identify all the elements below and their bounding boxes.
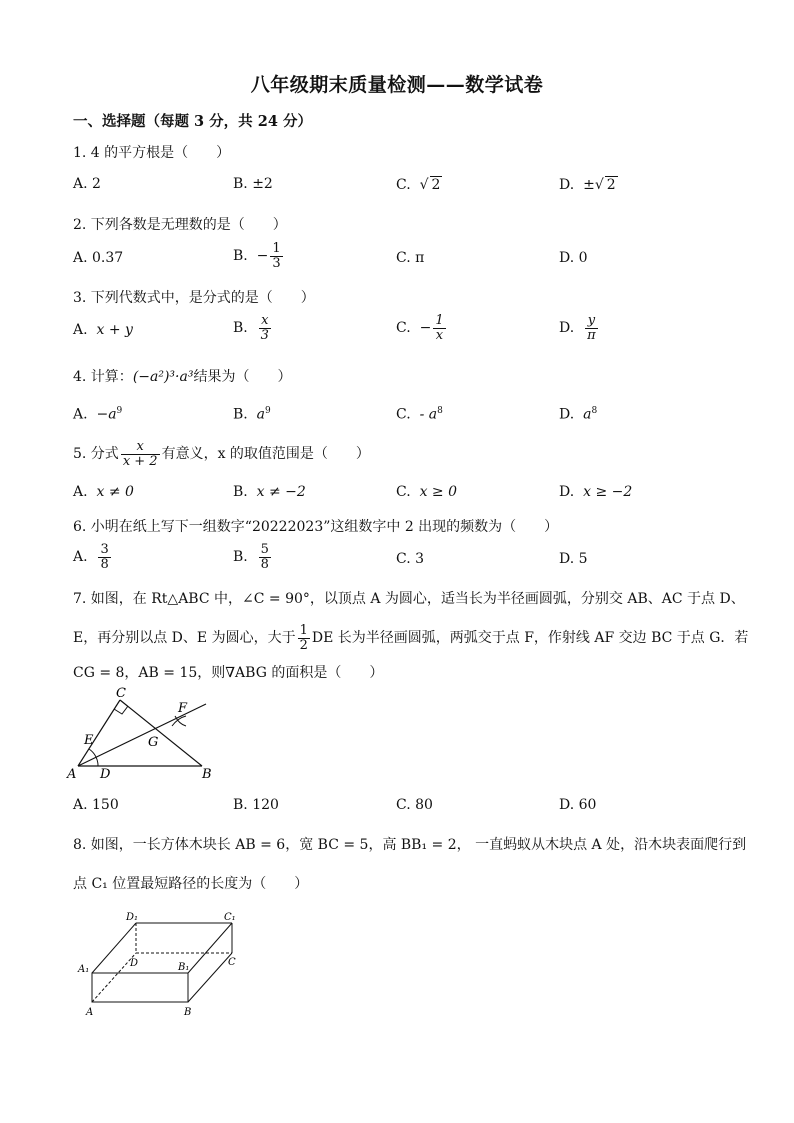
q4-option-a-exponent: 9 [116, 406, 123, 416]
q5-fraction-num: x [121, 440, 160, 455]
question-3-stem: 3. 下列代数式中，是分式的是（ ） [73, 290, 315, 306]
question-6-stem: 6. 小明在纸上写下一组数字“20222023”这组数字中 2 出现的频数为（ ） [73, 519, 559, 535]
q4-option-b-base: a [256, 406, 266, 423]
question-3-options [73, 314, 733, 344]
q3-option-c-label: C. [396, 320, 411, 337]
question-8-line-1: 8. 如图，一长方体木块长 AB = 6，宽 BC = 5，高 BB₁ = 2， 一直蚂蚁从木块点 A 处，沿木块表面爬行到 [73, 837, 747, 853]
q1-option-c: C. √ 2 [396, 177, 441, 193]
q7-option-d: D. 60 [559, 797, 597, 813]
q1-option-a: A. 2 [73, 176, 101, 192]
q1-option-d-radicand: 2 [606, 177, 616, 193]
q2-option-b [233, 242, 285, 270]
q5-option-a [73, 484, 134, 500]
q8-edge-bc [188, 953, 232, 1002]
q7-option-c: C. 80 [396, 797, 433, 813]
q7-fraction-den: 2 [299, 637, 308, 653]
q7-line-2-suffix: DE 长为半径画圆弧，两弧交于点 F，作射线 AF 交边 BC 于点 G．若 [311, 630, 749, 647]
q6-option-a-label: A. [73, 549, 88, 566]
q6-option-d: D. 5 [559, 551, 588, 567]
q3-option-b [233, 314, 273, 342]
question-7-line-3: CG = 8，AB = 15，则∇ABG 的面积是（ ） [73, 665, 384, 681]
q2-option-b-sign: − [256, 248, 269, 265]
q6-option-b-den: 8 [260, 556, 269, 572]
q6-option-b-fraction [259, 543, 271, 571]
q7-line-2-prefix: E，再分别以点 D、E 为圆心，大于 [73, 630, 296, 647]
q1-option-d: D. ±√ 2 [559, 177, 616, 193]
question-7-options [73, 797, 733, 827]
q7-label-a: A [67, 767, 77, 782]
q8-edge-b1c1 [188, 923, 232, 973]
q4-option-c-base: - a [419, 406, 438, 423]
q3-option-c-den: x [435, 327, 444, 343]
q4-option-c-exponent: 8 [437, 406, 443, 416]
q8-label-c: C [228, 957, 236, 968]
q3-option-b-den: 3 [260, 327, 269, 343]
question-5-stem [73, 440, 370, 468]
q4-stem-suffix: 结果为（ ） [193, 369, 292, 385]
q5-stem-prefix: 5. 分式 [73, 446, 119, 463]
question-7-line-2 [73, 624, 748, 652]
q5-stem-fraction [121, 440, 160, 468]
q3-option-c-sign: − [419, 320, 432, 337]
question-4-stem [73, 366, 291, 386]
q3-option-c-num: 1 [435, 313, 444, 328]
q3-option-b-fraction [259, 314, 271, 342]
q7-triangle-diagram [62, 682, 222, 784]
q5-option-b-expr: x ≠ −2 [256, 484, 306, 500]
q5-option-a-label: A. [73, 484, 88, 500]
q5-option-c-expr: x ≥ 0 [419, 484, 458, 500]
question-1-stem: 1. 4 的平方根是（ ） [73, 145, 231, 161]
q2-option-b-fraction [270, 242, 282, 270]
q5-option-d-expr: x ≥ −2 [583, 484, 633, 500]
q3-option-d-label: D. [559, 320, 575, 337]
q2-option-b-label: B. [233, 248, 248, 265]
q7-label-f: F [178, 701, 188, 716]
q4-stem-prefix: 4. 计算： [73, 369, 133, 385]
q6-option-a [73, 543, 113, 571]
q3-option-c-fraction [433, 314, 445, 342]
q5-option-b [233, 484, 306, 500]
q2-option-c: C. π [396, 250, 425, 266]
q7-label-d: D [100, 767, 111, 782]
q3-option-a-label: A. [73, 322, 88, 338]
q5-stem-suffix: 有意义，x 的取值范围是（ ） [161, 446, 370, 463]
q2-option-b-den: 3 [272, 255, 281, 271]
q5-option-c-label: C. [396, 484, 411, 500]
q4-option-b-label: B. [233, 406, 248, 423]
question-6-options [73, 543, 733, 573]
q4-option-d-base: a [583, 406, 592, 423]
q4-option-b-exponent: 9 [265, 406, 271, 416]
question-5-options [73, 484, 733, 514]
q8-label-b1: B₁ [178, 962, 190, 973]
q7-option-b: B. 120 [233, 797, 279, 813]
q8-cuboid-diagram [72, 906, 252, 1021]
q3-option-c [396, 314, 448, 342]
q2-option-a: A. 0.37 [73, 250, 124, 266]
q8-label-b: B [184, 1007, 192, 1018]
q6-option-a-num: 3 [100, 542, 109, 557]
q6-option-b-num: 5 [260, 542, 269, 557]
q6-option-b [233, 543, 273, 571]
q4-option-d-label: D. [559, 406, 575, 423]
q3-option-b-label: B. [233, 320, 248, 337]
q3-option-d-num: y [585, 314, 598, 329]
q3-option-a [73, 322, 133, 338]
q6-option-a-fraction [98, 543, 110, 571]
q4-option-a [73, 406, 122, 423]
q3-option-b-num: x [259, 314, 271, 329]
q5-option-c [396, 484, 457, 500]
q4-option-c-label: C. [396, 406, 411, 423]
q8-label-d: D [130, 958, 139, 969]
q1-option-d-label: D. [559, 177, 575, 193]
q8-label-d1: D₁ [126, 912, 139, 923]
q5-option-d-label: D. [559, 484, 575, 500]
q1-option-b: B. ±2 [233, 176, 273, 192]
q5-option-a-expr: x ≠ 0 [96, 484, 134, 500]
q3-option-a-expr: x + y [96, 322, 133, 338]
q3-option-d-fraction [585, 314, 598, 342]
q6-option-a-den: 8 [100, 556, 109, 572]
question-7-line-1: 7. 如图，在 Rt△ABC 中，∠C = 90°，以顶点 A 为圆心，适当长为半径画圆弧，分别交 AB、AC 于点 D、 [73, 591, 745, 607]
question-2-stem: 2. 下列各数是无理数的是（ ） [73, 217, 287, 233]
q4-option-c [396, 406, 443, 423]
q4-option-a-base: −a [96, 406, 117, 423]
q7-arc-de [89, 749, 98, 766]
q8-label-a1: A₁ [78, 964, 90, 975]
q4-option-b [233, 406, 271, 423]
question-2-options [73, 242, 733, 272]
q5-option-d [559, 484, 632, 500]
section-heading: 一、选择题（每题 3 分，共 24 分） [73, 113, 312, 130]
q7-label-e: E [84, 733, 94, 748]
q7-label-c: C [116, 686, 126, 701]
q5-option-b-label: B. [233, 484, 248, 500]
q3-option-d [559, 314, 600, 342]
q4-option-d [559, 406, 597, 423]
q7-label-b: B [202, 767, 212, 782]
q1-option-d-pm: ± [583, 177, 595, 193]
question-8-line-2: 点 C₁ 位置最短路径的长度为（ ） [73, 876, 309, 892]
q8-front-face [92, 973, 188, 1002]
question-1-options [73, 176, 733, 206]
q2-option-d: D. 0 [559, 250, 588, 266]
q8-label-c1: C₁ [224, 912, 236, 923]
page-title: 八年级期末质量检测——数学试卷 [250, 74, 544, 96]
q4-option-d-exponent: 8 [591, 406, 598, 416]
q1-option-c-radicand: 2 [431, 177, 441, 193]
q7-side-bc [120, 700, 202, 766]
q1-option-c-label: C. [396, 177, 411, 193]
question-4-options [73, 406, 733, 436]
q7-option-a: A. 150 [73, 797, 119, 813]
q5-fraction-den: x + 2 [122, 453, 158, 469]
q2-option-b-num: 1 [272, 241, 281, 256]
q8-label-a: A [86, 1007, 94, 1018]
q7-label-g: G [148, 735, 159, 750]
q4-stem-expression: (−a²)³·a³ [132, 369, 194, 385]
q6-option-c: C. 3 [396, 551, 425, 567]
q6-option-b-label: B. [233, 549, 248, 566]
q7-fraction-num: 1 [299, 623, 308, 638]
q7-line-2-fraction [298, 624, 310, 652]
q4-option-a-label: A. [73, 406, 88, 423]
q3-option-d-den: π [587, 327, 596, 343]
